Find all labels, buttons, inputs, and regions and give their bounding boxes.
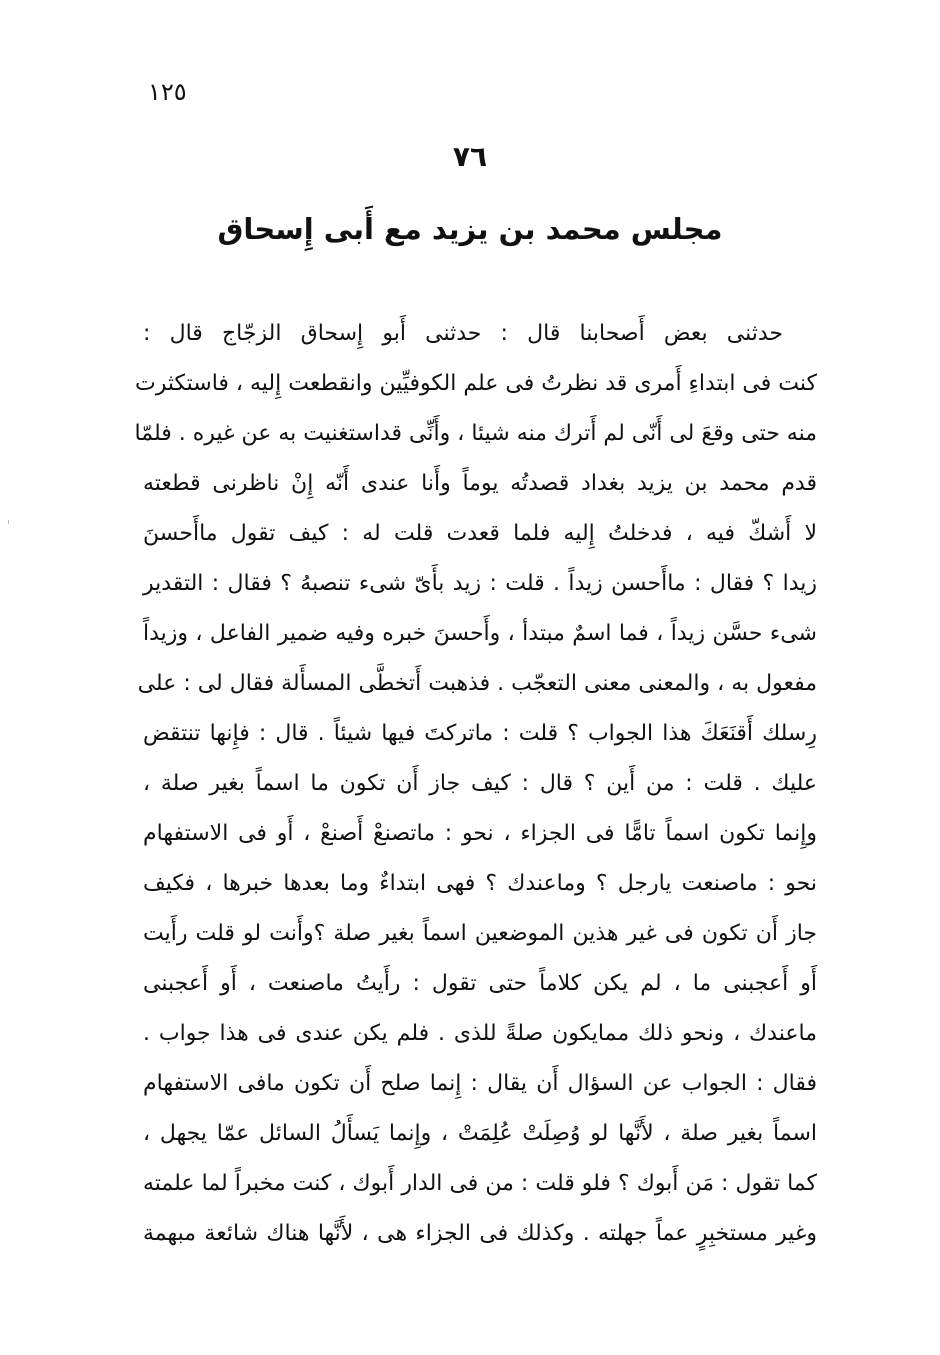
text-line: عليك . قلت : من أَين ؟ قال : كيف جاز أَن تكون ما اسماً بغير صلة ، [143, 771, 817, 796]
text-line: كما تقول : مَن أَبوك ؟ فلو قلت : من فى الدار أَبوك ، كنت مخبراً لما علمته [143, 1171, 817, 1196]
text-line: ماعندك ، ونحو ذلك ممايكون صلةً للذى . فلم يكن عندى فى هذا جواب . [143, 1021, 817, 1046]
scan-edge-mark [8, 520, 9, 524]
section-title: مجلس محمد بن يزيد مع أَبى إِسحاق [217, 212, 723, 246]
text-line: مفعول به ، والمعنى معنى التعجّب . فذهبت أَتخطَّى المسأَلة فقال لى : على [137, 671, 817, 696]
text-line: رِسلك أَقنَعَكَ هذا الجواب ؟ قلت : ماتركتَ فيها شيئاً . قال : فإِنها تنتقض [143, 721, 817, 746]
body-text [134, 314, 817, 1264]
text-line: زيدا ؟ فقال : ماأَحسن زيداً . قلت : زيد بأَىّ شىء تنصبهُ ؟ فقال : التقدير [143, 571, 817, 596]
text-line: جاز أَن تكون فى غير هذين الموضعين اسماً بغير صلة ؟وأَنت لو قلت رأَيت [143, 921, 817, 946]
section-number: ٧٦ [452, 140, 488, 173]
text-line: وغير مستخبِرٍ عماً جهلته . وكذلك فى الجزاء هى ، لأَنَّها هناك شائعة مبهمة [143, 1221, 817, 1246]
text-line: حدثنى بعض أَصحابنا قال : حدثنى أَبو إِسحاق الزجّاج قال : [143, 321, 783, 346]
text-line: وإِنما تكون اسماً تامًّا فى الجزاء ، نحو : ماتصنعْ أَصنعْ ، أَو فى الاستفهام [143, 821, 817, 846]
page-number: ١٢٥ [148, 78, 187, 106]
text-line: كنت فى ابتداءِ أَمرى قد نظرتُ فى علم الكوفيِّين وانقطعت إِليه ، فاستكثرت [134, 371, 817, 396]
text-line: قدم محمد بن يزيد بغداد قصدتُه يوماً وأَنا عندى أَنّه إِنْ ناظرنى قطعته [143, 471, 817, 496]
text-line: فقال : الجواب عن السؤال أَن يقال : إِنما صلح أَن تكون مافى الاستفهام [143, 1071, 817, 1096]
text-line: شىء حسَّن زيداً ، فما اسمٌ مبتدأ ، وأَحسنَ خبره وفيه ضمير الفاعل ، وزيداً [143, 621, 817, 646]
text-line: لا أَشكّ فيه ، فدخلتُ إِليه فلما قعدت قلت له : كيف تقول ماأَحسنَ [143, 521, 817, 546]
text-line: نحو : ماصنعت يارجل ؟ وماعندك ؟ فهى ابتداءٌ وما بعدها خبرها ، فكيف [143, 871, 817, 896]
text-line: منه حتى وقعَ لى أَنّى لم أَترك منه شيئا ، وأَنِّى قداستغنيت به عن غيره . فلمّا [134, 421, 817, 446]
text-line: أَو أَعجبنى ما ، لم يكن كلاماً حتى تقول : رأَيتُ ماصنعت ، أَو أَعجبنى [143, 971, 817, 996]
text-line: اسماً بغير صلة ، لأَنَّها لو وُصِلَتْ عُلِمَتْ ، وإِنما يَسأَلُ السائل عمّا يجهل ، [143, 1121, 817, 1146]
